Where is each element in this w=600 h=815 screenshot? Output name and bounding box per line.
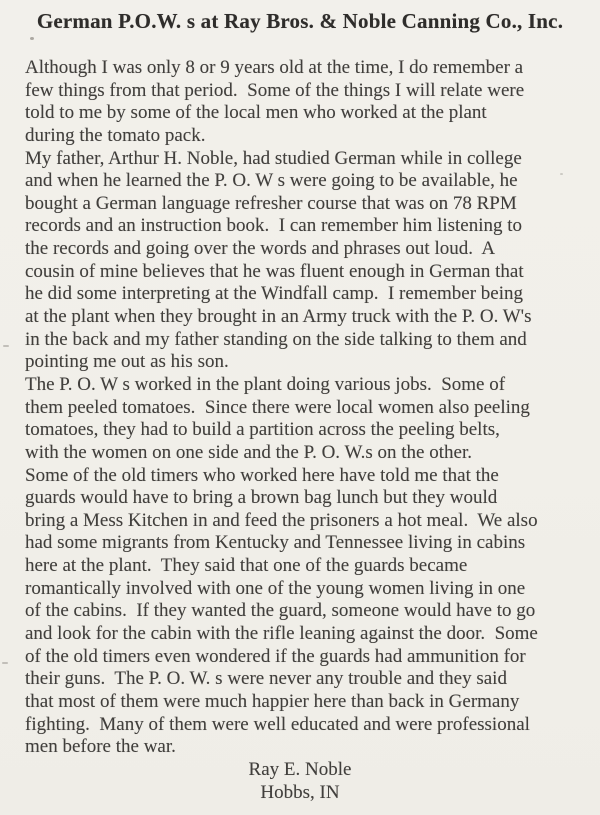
- text-line: tomatoes, they had to build a partition across the peeling belts,: [25, 419, 500, 441]
- text-line: of the cabins. If they wanted the guard, someone would have to go: [25, 600, 536, 622]
- text-line: bring a Mess Kitchen in and feed the prisoners a hot meal. We also: [25, 509, 538, 531]
- text-line: pointing me out as his son.: [25, 351, 229, 373]
- text-line: that most of them were much happier here than back in Germany: [25, 690, 520, 712]
- text-line: he did some interpreting at the Windfall camp. I remember being: [25, 283, 523, 305]
- text-line: told to me by some of the local men who worked at the plant: [25, 102, 487, 124]
- signature-name: Ray E. Noble: [248, 758, 352, 780]
- text-line: them peeled tomatoes. Since there were local women also peeling: [25, 396, 530, 418]
- scan-speck: [30, 37, 34, 40]
- text-line: bought a German language refresher course that was on 78 RPM: [25, 192, 517, 214]
- scan-speck: [2, 662, 8, 664]
- text-line: men before the war.: [25, 736, 176, 758]
- text-line: in the back and my father standing on the side talking to them and: [25, 328, 527, 350]
- text-line: had some migrants from Kentucky and Tennessee living in cabins: [25, 532, 526, 554]
- text-line: fighting. Many of them were well educated and were professional: [25, 713, 530, 735]
- scan-speck: [3, 345, 9, 347]
- text-line: Although I was only 8 or 9 years old at the time, I do remember a: [25, 57, 524, 78]
- text-line: cousin of mine believes that he was fluent enough in German that: [25, 260, 524, 282]
- text-line: their guns. The P. O. W. s were never any trouble and they said: [25, 668, 507, 690]
- text-line: the records and going over the words and phrases out loud. A: [25, 238, 496, 260]
- text-line: and when he learned the P. O. W s were going to be available, he: [25, 170, 518, 192]
- signature-location: Hobbs, IN: [260, 781, 340, 803]
- text-line: of the old timers even wondered if the guards had ammunition for: [25, 645, 526, 667]
- document-title: German P.O.W. s at Ray Bros. & Noble Canning Co., Inc.: [36, 9, 564, 33]
- text-line: and look for the cabin with the rifle leaning against the door. Some: [25, 623, 538, 645]
- text-line: guards would have to bring a brown bag lunch but they would: [25, 487, 498, 509]
- signature-block: [25, 759, 575, 804]
- text-line: few things from that period. Some of the things I will relate were: [25, 79, 525, 101]
- document-body: [25, 57, 597, 804]
- text-line: My father, Arthur H. Noble, had studied German while in college: [25, 147, 522, 169]
- text-line: here at the plant. They said that one of the guards became: [25, 555, 468, 577]
- text-line: The P. O. W s worked in the plant doing various jobs. Some of: [25, 373, 506, 395]
- text-line: romantically involved with one of the young women living in one: [25, 577, 526, 599]
- text-line: records and an instruction book. I can remember him listening to: [25, 215, 523, 237]
- text-line: during the tomato pack.: [25, 124, 206, 146]
- text-line: at the plant when they brought in an Army truck with the P. O. W's: [25, 306, 532, 328]
- text-line: with the women on one side and the P. O. W.s on the other.: [25, 441, 472, 463]
- text-line: Some of the old timers who worked here have told me that the: [25, 464, 499, 486]
- scan-speck: [560, 173, 563, 175]
